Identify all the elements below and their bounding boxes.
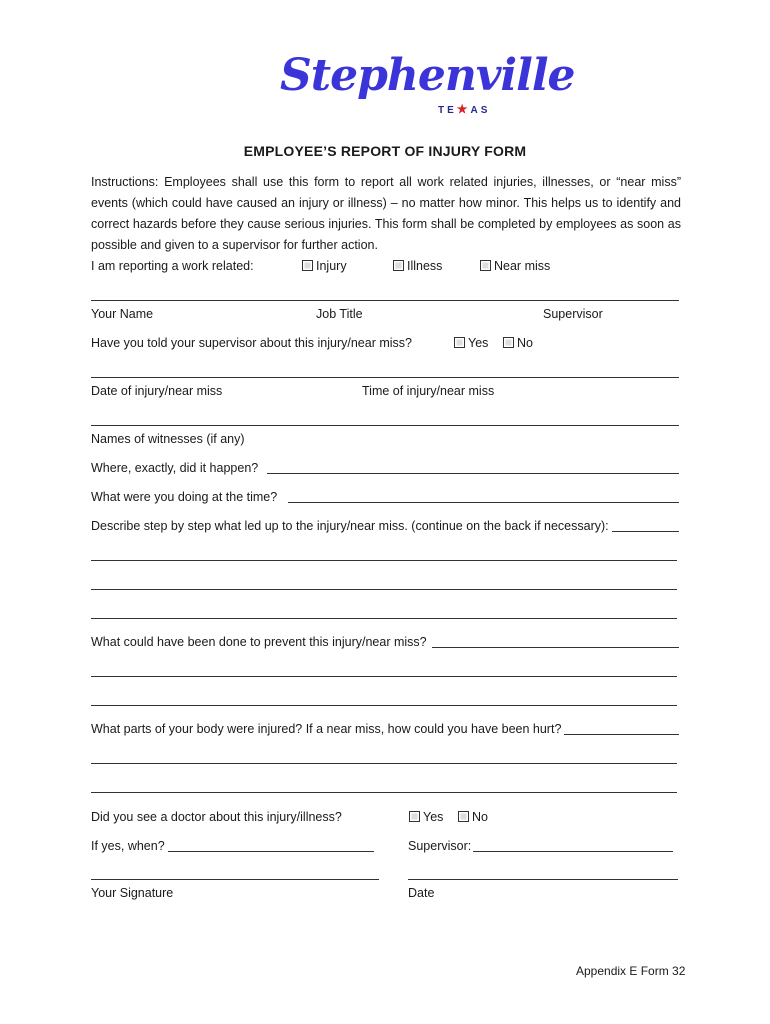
option-illness[interactable] [393,259,442,273]
describe-line-1[interactable] [91,560,677,561]
prevent-line-2[interactable] [91,705,677,706]
checkbox-icon[interactable] [458,811,469,822]
report-type-label: I am reporting a work related: [91,259,254,273]
describe-line-2[interactable] [91,589,677,590]
name-job-supervisor-line[interactable] [91,300,679,301]
if-yes-input-line[interactable] [168,851,374,852]
job-title-label: Job Title [316,307,363,321]
told-supervisor-no-label: No [517,336,533,350]
option-near-miss[interactable] [480,259,550,273]
prevent-line-1[interactable] [91,676,677,677]
witnesses-line[interactable] [91,425,679,426]
footer-form-number: Appendix E Form 32 [576,964,686,978]
where-input-line[interactable] [267,473,679,474]
describe-input-line[interactable] [612,531,679,532]
doctor-question: Did you see a doctor about this injury/illness? [91,810,342,824]
checkbox-icon[interactable] [409,811,420,822]
told-supervisor-no[interactable] [503,336,533,350]
option-near-miss-label: Near miss [494,259,551,273]
star-icon: ★ [456,102,471,116]
form-title: EMPLOYEE’S REPORT OF INJURY FORM [243,143,527,159]
date-line[interactable] [408,879,678,880]
supervisor-sig-label: Supervisor: [408,839,472,853]
logo-script-text: Stephenville [280,50,575,101]
date-of-injury-label: Date of injury/near miss [91,384,223,398]
checkbox-icon[interactable] [393,260,404,271]
if-yes-label: If yes, when? [91,839,165,853]
witnesses-label: Names of witnesses (if any) [91,432,245,446]
prevent-input-line[interactable] [432,647,679,648]
date-label: Date [408,886,435,900]
signature-line[interactable] [91,879,379,880]
told-supervisor-yes[interactable] [454,336,488,350]
prevent-label: What could have been done to prevent this injury/near miss? [91,635,427,649]
supervisor-sig-input-line[interactable] [473,851,673,852]
time-of-injury-label: Time of injury/near miss [362,384,495,398]
body-parts-label: What parts of your body were injured? If a near miss, how could you have been hurt? [91,722,562,736]
body-parts-input-line[interactable] [564,734,679,735]
doctor-yes-label: Yes [423,810,444,824]
describe-line-3[interactable] [91,618,677,619]
told-supervisor-yes-label: Yes [468,336,489,350]
supervisor-label: Supervisor [543,307,603,321]
doctor-no-label: No [472,810,488,824]
date-time-line[interactable] [91,377,679,378]
where-label: Where, exactly, did it happen? [91,461,259,475]
doing-input-line[interactable] [288,502,679,503]
body-parts-line-2[interactable] [91,792,677,793]
body-parts-line-1[interactable] [91,763,677,764]
logo-state-text: TE★AS [438,102,491,116]
checkbox-icon[interactable] [454,337,465,348]
option-injury-label: Injury [316,259,347,273]
your-name-label: Your Name [91,307,154,321]
option-injury[interactable] [302,259,347,273]
checkbox-icon[interactable] [302,260,313,271]
doing-label: What were you doing at the time? [91,490,278,504]
logo [270,48,575,128]
option-illness-label: Illness [407,259,443,273]
doctor-yes[interactable] [409,810,443,824]
instructions: Instructions: Employees shall use this form to report all work related injuries, illnesses, or “near miss” events (which could have caused an injury or illness) – no matter how minor. This helps us to identify and correct hazards before they cause serious injuries. This form shall be completed by employees as soon as possible and given to a supervisor for further action. [91,175,681,252]
doctor-no[interactable] [458,810,488,824]
told-supervisor-question: Have you told your supervisor about this injury/near miss? [91,336,412,350]
signature-label: Your Signature [91,886,174,900]
checkbox-icon[interactable] [480,260,491,271]
describe-label: Describe step by step what led up to the injury/near miss. (continue on the back if necessary): [91,519,609,533]
checkbox-icon[interactable] [503,337,514,348]
